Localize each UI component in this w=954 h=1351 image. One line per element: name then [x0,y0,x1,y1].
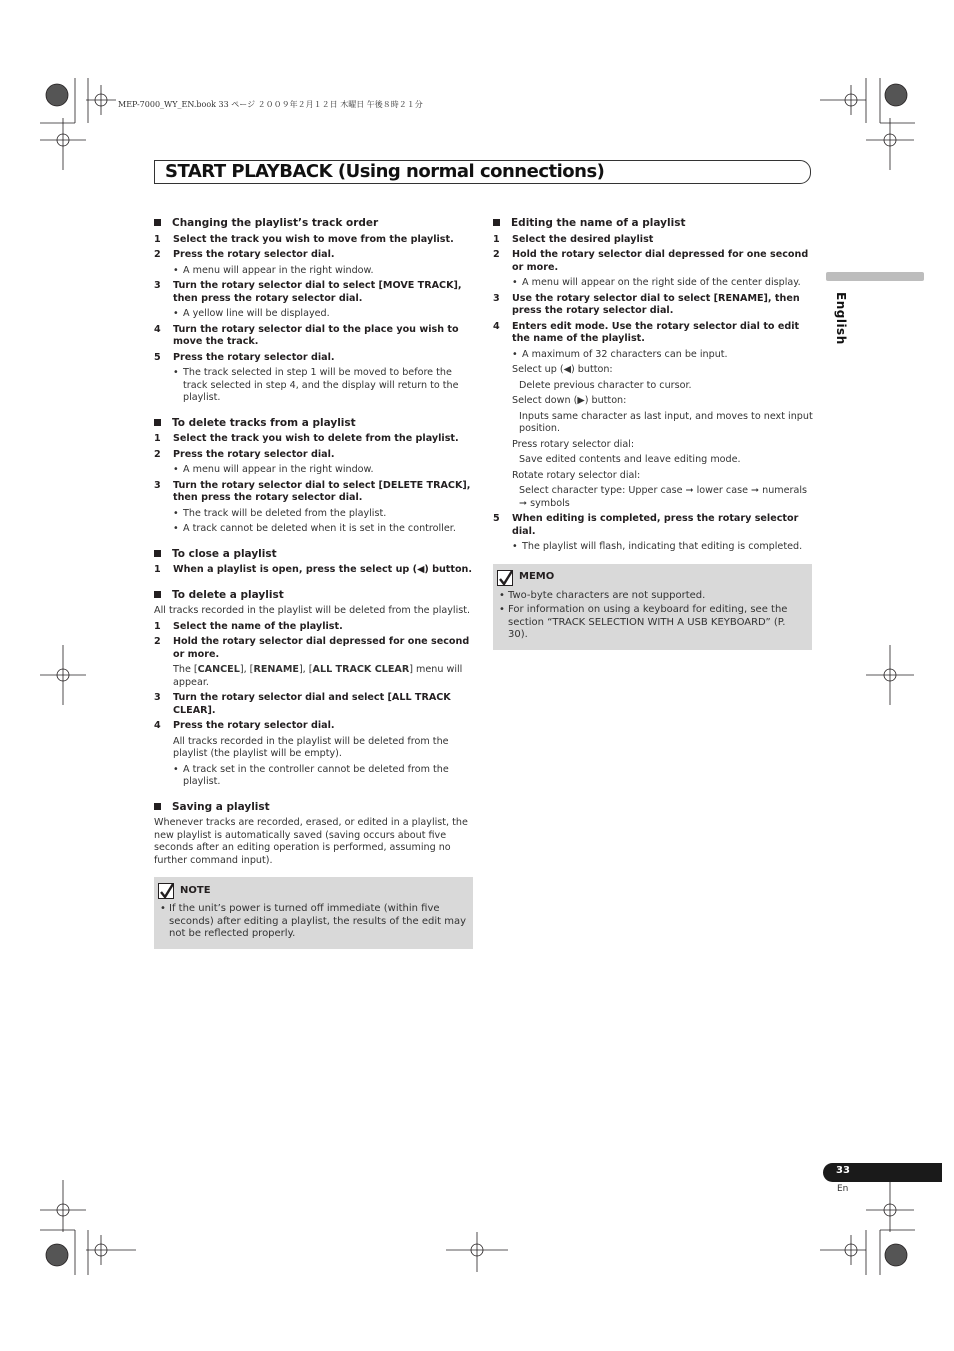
page-number: 33 [836,1165,850,1176]
right-column [493,217,813,650]
step: 3 Turn the rotary selector dial to select [MOVE TRACK], then press the rotary selector dial. [154,280,462,304]
step: 1 Select the name of the playlist. [154,620,343,632]
section-heading: Changing the playlist’s track order [154,217,474,230]
step: 1 When a playlist is open, press the select up (◀) button. [154,564,473,575]
step: 4 Press the rotary selector dial. [154,720,335,731]
step: 5 When editing is completed, press the rotary selector dial. [493,513,799,537]
memo-title: MEMO [497,570,806,586]
page-title: START PLAYBACK (Using normal connections) [165,161,605,182]
control-description: Select character type: Upper case ➞ lower case ➞ numerals ➞ symbols [519,485,808,509]
step: 2 Press the rotary selector dial. [154,249,335,260]
step: 2 Hold the rotary selector dial depressed for one second or more. [154,636,470,660]
step: 3 Turn the rotary selector dial to select [DELETE TRACK], then press the rotary selector dial. [154,479,471,503]
note-title: NOTE [158,883,467,899]
language-tab [826,272,924,281]
bullet-item: • A track set in the controller cannot be deleted from the playlist. [173,763,449,787]
memo-box [493,564,812,650]
control-description: Delete previous character to cursor. [519,379,692,391]
page-title-bar [154,160,811,184]
menu-description: The [CANCEL], [RENAME], [ALL TRACK CLEAR] menu will appear. [173,664,463,688]
bullet-item: • The track selected in step 1 will be moved to before the track selected in step 4, and the display will return to the playlist. [173,367,459,403]
bullet-item: • The playlist will flash, indicating that editing is completed. [512,541,803,552]
section-heading: Editing the name of a playlist [493,217,813,230]
page-number-tab [823,1163,942,1182]
bullet-item: • A track cannot be deleted when it is set in the controller. [173,523,456,534]
step: 2 Press the rotary selector dial. [154,448,335,460]
section-heading: To close a playlist [154,548,474,561]
bullet-item: • The track will be deleted from the playlist. [173,507,387,519]
step: 1 Select the track you wish to delete from the playlist. [154,433,459,444]
note-item: • If the unit’s power is turned off immediate (within five seconds) after editing a playlist, the results of the edit may not be reflected properly. [160,903,466,939]
step: 1 Select the track you wish to move from the playlist. [154,233,454,245]
bullet-item: • A menu will appear in the right window. [173,464,374,475]
bullet-item: • A menu will appear on the right side of the center display. [512,277,801,288]
memo-item: • For information on using a keyboard for editing, see the section “TRACK SELECTION WITH A USB KEYBOARD” (P. 30). [499,604,788,640]
step: 3 Turn the rotary selector dial and select [ALL TRACK CLEAR]. [154,692,451,716]
note-box [154,877,473,949]
check-icon [497,570,513,586]
control-label: Select up (◀) button: [512,364,613,375]
language-label: English [834,292,848,345]
section-heading: Saving a playlist [154,801,474,814]
bullet-item: • A maximum of 32 characters can be input. [512,348,728,360]
step: 1 Select the desired playlist [493,233,654,245]
intro-text: All tracks recorded in the playlist will be deleted from the playlist. [154,605,471,616]
section-heading: To delete a playlist [154,589,474,602]
step: 2 Hold the rotary selector dial depressed for one second or more. [493,249,809,273]
section-heading: To delete tracks from a playlist [154,417,474,430]
memo-item: • Two-byte characters are not supported. [499,589,706,601]
check-icon [158,883,174,899]
page-language-code: En [837,1184,849,1194]
file-info-header: MEP-7000_WY_EN.book 33 ページ ２００９年２月１２日 木曜日 午後８時２１分 [118,100,423,109]
step: 5 Press the rotary selector dial. [154,351,335,363]
control-description: Save edited contents and leave editing mode. [519,454,741,465]
step-text: All tracks recorded in the playlist will be deleted from the playlist (the playlist will be empty). [173,735,449,759]
control-label: Press rotary selector dial: [512,438,635,450]
step: 4 Enters edit mode. Use the rotary selector dial to edit the name of the playlist. [493,320,800,344]
step: 4 Turn the rotary selector dial to the place you wish to move the track. [154,323,459,347]
control-description: Inputs same character as last input, and moves to next input position. [519,410,813,434]
left-column [154,217,474,949]
bullet-item: • A yellow line will be displayed. [173,308,330,319]
bullet-item: • A menu will appear in the right window. [173,264,374,276]
control-label: Select down (▶) button: [512,395,627,406]
body-text: Whenever tracks are recorded, erased, or edited in a playlist, the new playlist is automatically saved (saving occurs about five seconds after an editing operation is performed, assuming no further command input). [154,817,468,866]
step: 3 Use the rotary selector dial to select [RENAME], then press the rotary selector dial. [493,292,800,316]
control-label: Rotate rotary selector dial: [512,469,641,481]
